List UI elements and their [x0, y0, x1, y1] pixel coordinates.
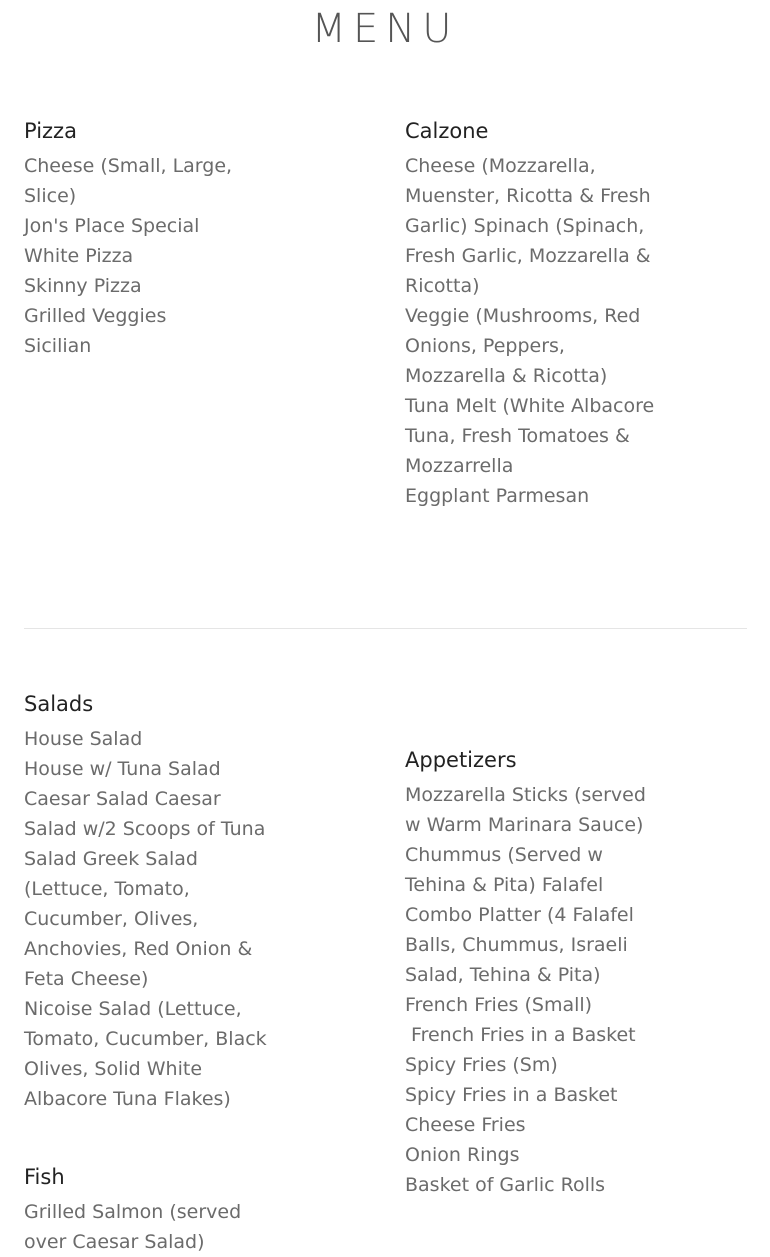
menu-item: French Fries in a Basket	[405, 1024, 636, 1046]
menu-item: Spicy Fries (Sm)	[405, 1054, 558, 1076]
menu-item: Onion Rings	[405, 1144, 520, 1166]
menu-item: Grilled Salmon (served over Caesar Salad)	[24, 1201, 242, 1253]
menu-item: Spicy Fries in a Basket	[405, 1084, 618, 1106]
menu-item: Cheese (Mozzarella, Muenster, Ricotta & Fresh Garlic) Spinach (Spinach, Fresh Garlic, Mozzarella & Ricotta)	[405, 155, 651, 297]
pizza-section	[24, 117, 274, 361]
menu-item: Eggplant Parmesan	[405, 485, 590, 507]
appetizers-section	[405, 746, 655, 1200]
fish-heading: Fish	[24, 1165, 65, 1189]
salads-section	[24, 690, 274, 1114]
menu-item: Nicoise Salad (Lettuce, Tomato, Cucumber, Black Olives, Solid White Albacore Tuna Flakes)	[24, 998, 267, 1110]
menu-item: Grilled Veggies	[24, 305, 167, 327]
section-divider	[24, 628, 747, 629]
menu-item: Cheese (Small, Large, Slice)	[24, 155, 233, 207]
menu-item: Caesar Salad Caesar Salad w/2 Scoops of Tuna Salad Greek Salad (Lettuce, Tomato, Cucumber, Olives, Anchovies, Red Onion & Feta Cheese)	[24, 788, 266, 990]
menu-item: Mozzarella Sticks (served w Warm Marinara Sauce)	[405, 784, 646, 836]
menu-item: House w/ Tuna Salad	[24, 758, 221, 780]
pizza-heading: Pizza	[24, 119, 77, 143]
menu-item: Jon's Place Special	[24, 215, 200, 237]
menu-item: Sicilian	[24, 335, 92, 357]
menu-item: White Pizza	[24, 245, 134, 267]
menu-item: House Salad	[24, 728, 143, 750]
fish-section	[24, 1163, 274, 1257]
menu-item: Veggie (Mushrooms, Red Onions, Peppers, Mozzarella & Ricotta)	[405, 305, 641, 387]
menu-item: Basket of Garlic Rolls	[405, 1174, 606, 1196]
menu-item: Cheese Fries	[405, 1114, 526, 1136]
menu-item: Skinny Pizza	[24, 275, 142, 297]
menu-item: Chummus (Served w Tehina & Pita) Falafel Combo Platter (4 Falafel Balls, Chummus, Israeli Salad, Tehina & Pita) French Fries (Small)	[405, 844, 634, 1016]
salads-heading: Salads	[24, 692, 94, 716]
calzone-heading: Calzone	[405, 119, 489, 143]
calzone-section	[405, 117, 655, 511]
menu-item: Tuna Melt (White Albacore Tuna, Fresh Tomatoes & Mozzarrella	[405, 395, 655, 477]
page-title: MENU	[311, 6, 459, 52]
appetizers-heading: Appetizers	[405, 748, 517, 772]
